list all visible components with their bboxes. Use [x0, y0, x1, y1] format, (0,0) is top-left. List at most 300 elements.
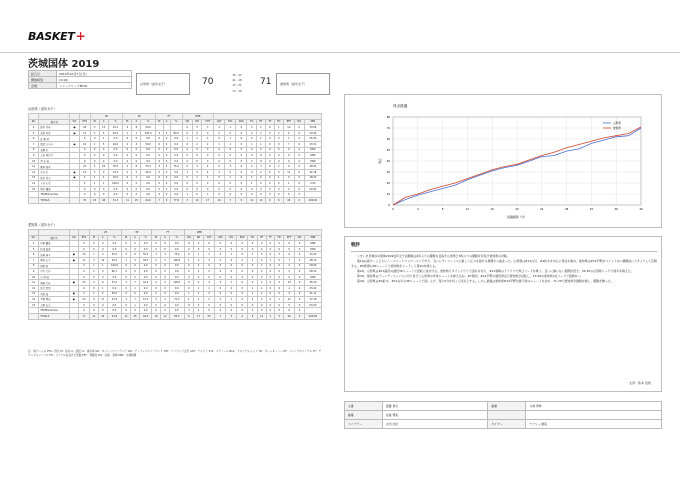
stat-cell: 1 — [225, 125, 236, 131]
stat-cell: 0 — [131, 263, 140, 269]
stat-cell: 0.0 — [170, 241, 185, 247]
stat-cell: 0 — [163, 141, 170, 147]
officials-row — [345, 420, 662, 429]
stat-cell: 0 — [202, 158, 214, 164]
stat-cell: 75.0 — [170, 297, 185, 303]
stat-cell: 9 — [163, 197, 170, 203]
stat-cell: 2 — [194, 269, 204, 275]
stat-cell: 0 — [266, 308, 275, 314]
stat-cell: DNP — [304, 153, 321, 159]
stat-cell: 0 — [256, 186, 265, 192]
box-header-cell: TF — [265, 119, 274, 125]
stat-cell: 2 — [194, 257, 204, 263]
stat-cell: 0 — [163, 175, 170, 181]
stat-cell: 40.0 — [108, 130, 123, 136]
box-header-group: 3P — [122, 230, 152, 236]
stat-cell: 17 — [194, 313, 204, 319]
x-tick-label: 32 — [589, 208, 594, 211]
stat-legend-notes: 注：両チームの PTS：得点 M：成功 A：試投 %：成功率 OR：オフェンスリバウンド DR：ディフェンスリバウンド TOT：リバウンド合計 AST：アシスト STL：スティール BLK：ブロックショット TO：ターンオーバー PF：パーソナルファウル TF：テクニカルファウル FD：ファウルを受けた回数 EFF：貢献度 DQ：失格・退場 MIN：出場時間 — [28, 350, 322, 357]
box-score-table — [28, 113, 322, 204]
stat-cell: 0 — [294, 175, 304, 181]
stat-cell: 0.0 — [139, 269, 151, 275]
stat-cell: 2 — [123, 141, 132, 147]
box-header-cell: DQ — [294, 119, 304, 125]
stat-cell: 0 — [265, 186, 274, 192]
quarter-score: 15 - 17 — [232, 74, 242, 77]
stat-cell: 5 — [99, 141, 108, 147]
stat-cell: 0 — [98, 308, 107, 314]
box-header-cell: 選手名 — [39, 235, 69, 241]
stat-cell: 11 — [29, 164, 39, 170]
x-tick-label: 8 — [441, 208, 444, 211]
stat-cell: 0.0 — [170, 175, 182, 181]
stat-cell: 0 — [226, 274, 237, 280]
stat-cell: 1 — [184, 257, 194, 263]
stat-cell: 11 — [29, 280, 39, 286]
quarter-score: 17 - 21 — [232, 84, 242, 88]
stat-cell: 0 — [123, 147, 132, 153]
player-name: 上野 杏奈 — [39, 302, 69, 308]
stat-cell: 0 — [284, 302, 295, 308]
stat-cell: 23.5 — [107, 297, 122, 303]
stat-cell: 0 — [122, 302, 131, 308]
stat-cell: 2 — [192, 141, 202, 147]
stat-cell: 1 — [194, 285, 204, 291]
stat-cell: 0 — [98, 246, 107, 252]
stat-cell: 3 — [257, 252, 266, 258]
stat-cell: 0 — [79, 147, 90, 153]
stat-cell: 03:20 — [304, 302, 321, 308]
stat-cell: 0 — [152, 263, 161, 269]
stat-cell: 0 — [132, 186, 141, 192]
box-header-cell: A — [98, 235, 107, 241]
stat-cell: 3 — [156, 164, 164, 170]
stat-cell: 2 — [202, 141, 214, 147]
stat-cell: 4 — [194, 297, 204, 303]
stat-cell: 0 — [265, 141, 274, 147]
player-name: 渡辺 ひろの — [39, 141, 70, 147]
stat-cell: 00:50 — [304, 263, 321, 269]
stat-cell: 0 — [266, 246, 275, 252]
chart-svg — [345, 95, 663, 229]
box-header-cell: M — [152, 235, 161, 241]
stat-cell: 44 — [98, 313, 107, 319]
stat-cell: 3 — [247, 125, 256, 131]
report-paragraph: 第4Q、山形県は#4鈴木、#12古川の3Pシュートで追い上げ、残り2分を切って同点とする。しかし最後は愛知県#14平野が値千金のシュートを沈め、71-70で愛知県が激戦を制し、優勝を飾った。 — [357, 278, 614, 283]
stat-cell: 0 — [122, 285, 131, 291]
stat-cell: 0 — [214, 164, 225, 170]
box-header-cell: BLK — [237, 235, 248, 241]
stat-cell: 0 — [284, 246, 295, 252]
stat-cell: 1 — [248, 257, 257, 263]
player-name: 藤田 瑞希 — [39, 164, 70, 170]
stat-cell: 4 — [78, 269, 89, 275]
stat-cell: 0 — [236, 130, 247, 136]
stat-cell: 0 — [226, 291, 237, 297]
stat-cell: 0 — [236, 192, 247, 198]
stat-cell: 0 — [182, 164, 192, 170]
stat-cell: 10 — [152, 313, 161, 319]
stat-cell: 75.0 — [170, 252, 185, 258]
stat-cell: 4 — [98, 252, 107, 258]
stat-cell: 15 — [90, 197, 99, 203]
stat-cell: 23 — [78, 297, 89, 303]
stat-cell: 2 — [123, 169, 132, 175]
stat-cell: 0 — [152, 241, 161, 247]
stat-cell: 6 — [98, 280, 107, 286]
stat-cell: 0 — [226, 246, 237, 252]
stat-cell: 0 — [78, 246, 89, 252]
player-name: 伊藤 和 — [39, 263, 69, 269]
y-axis-label: 得点 — [378, 158, 382, 164]
stat-cell: 2 — [79, 181, 90, 187]
stat-cell: 0 — [203, 274, 215, 280]
stat-cell: 0 — [265, 147, 274, 153]
stat-cell: 1 — [275, 297, 284, 303]
stat-cell: 17 — [202, 197, 214, 203]
player-name: TOTALS — [39, 313, 69, 319]
stat-cell: 0.0 — [108, 136, 123, 142]
stat-cell: 0 — [161, 269, 170, 275]
stat-cell: 5 — [29, 130, 39, 136]
stat-cell: 10 — [99, 164, 108, 170]
stat-cell: 0 — [247, 158, 256, 164]
stat-cell: 0.0 — [108, 147, 123, 153]
stat-cell: 71 — [78, 313, 89, 319]
stat-cell: 1 — [266, 257, 275, 263]
stat-cell: 1 — [226, 280, 237, 286]
stat-cell: 0 — [248, 241, 257, 247]
y-tick-label: 60 — [386, 138, 390, 141]
stat-cell: 0 — [163, 158, 170, 164]
home-team-name: 山形県（成年女子） — [136, 73, 190, 95]
stat-cell: 10 — [29, 158, 39, 164]
stat-cell: 0 — [79, 158, 90, 164]
stat-cell: 44.0 — [141, 197, 156, 203]
stat-cell: 8 — [132, 125, 141, 131]
player-name: 塩井 優香 — [39, 186, 70, 192]
stat-cell: 0 — [90, 186, 99, 192]
stat-cell: 0.0 — [107, 302, 122, 308]
stat-cell: 4 — [161, 252, 170, 258]
box-header-cell: TF — [266, 235, 275, 241]
box-header-cell: % — [170, 235, 185, 241]
stat-cell: 3 — [90, 125, 99, 131]
stat-cell: 11 — [247, 197, 256, 203]
stat-cell: 1 — [89, 252, 98, 258]
stat-cell: 1 — [131, 302, 140, 308]
stat-cell: 0.0 — [107, 308, 122, 314]
box-header-cell: % — [107, 235, 122, 241]
box-header-cell: GS — [69, 235, 78, 241]
stat-cell: 0 — [266, 263, 275, 269]
stat-cell: 31.8 — [107, 313, 122, 319]
officials-row — [345, 411, 662, 420]
stat-cell: 0 — [226, 308, 237, 314]
stat-cell: 0.0 — [141, 175, 156, 181]
stat-cell: 9 — [29, 269, 39, 275]
box-header-group: FT — [156, 114, 183, 120]
stat-cell: 0 — [122, 308, 131, 314]
x-tick-label: 28 — [564, 208, 569, 211]
stat-cell: 0 — [184, 252, 194, 258]
stat-cell: 1 — [274, 175, 283, 181]
stat-cell: 0 — [248, 269, 257, 275]
stat-cell: 0 — [156, 158, 164, 164]
x-tick-label: 16 — [490, 208, 494, 211]
stat-cell: 0.0 — [108, 153, 123, 159]
stat-cell: 0 — [265, 164, 274, 170]
stat-cell: 1 — [99, 181, 108, 187]
stat-cell: 0 — [247, 169, 256, 175]
stat-cell: 0 — [266, 302, 275, 308]
stat-cell: 3 — [202, 125, 214, 131]
y-tick-label: 10 — [386, 193, 390, 196]
stat-cell: 45 — [283, 197, 294, 203]
stat-cell: 1 — [248, 252, 257, 258]
official-name: 永田 友紀 — [383, 420, 488, 429]
stat-cell: 0 — [294, 158, 304, 164]
stat-cell: 12 — [29, 285, 39, 291]
stat-cell: 4 — [132, 141, 141, 147]
stat-cell: 0 — [266, 274, 275, 280]
stat-cell: 100.0 — [141, 130, 156, 136]
stat-cell: 0.0 — [139, 302, 151, 308]
stat-cell: 0.0 — [170, 136, 182, 142]
stat-cell: 0 — [194, 274, 204, 280]
stat-cell: 0 — [99, 153, 108, 159]
box-header-group: 2P — [89, 230, 121, 236]
box-header-cell: PTS — [79, 119, 90, 125]
player-name: TOTALS — [39, 197, 70, 203]
stat-cell: 0 — [98, 241, 107, 247]
box-header-cell: BLK — [236, 119, 247, 125]
stat-cell: 3 — [122, 280, 131, 286]
stat-cell: 0 — [214, 175, 225, 181]
report-paragraph: 第2Q、山形県は#11藤田の連続3Pシュートで逆転に成功する。愛知県もタイムアウトで流れを切り、#11須崎のドライブで再びリードを奪う。互いに譲らない展開が続き、36-35の山形県リードで前半を終えた。 — [357, 268, 634, 273]
stat-cell — [29, 197, 39, 203]
stat-cell: 30.0 — [107, 257, 122, 263]
stat-cell: 0 — [163, 181, 170, 187]
stat-cell: 1 — [99, 136, 108, 142]
stat-cell: 24:26 — [304, 130, 321, 136]
stat-cell: 0 — [274, 186, 283, 192]
stat-cell: 0 — [256, 181, 265, 187]
stat-cell: 2 — [247, 164, 256, 170]
stat-cell: 0 — [274, 141, 283, 147]
stat-cell: 2 — [161, 257, 170, 263]
stat-cell: 0 — [226, 269, 237, 275]
stat-cell: 1 — [192, 136, 202, 142]
stat-cell: 0 — [248, 263, 257, 269]
stat-cell: 200:00 — [304, 197, 321, 203]
stat-cell: 0 — [123, 181, 132, 187]
stat-cell: 0 — [265, 130, 274, 136]
stat-cell: 0 — [131, 308, 140, 314]
stat-cell: 0 — [215, 274, 226, 280]
stat-cell: 0 — [294, 136, 304, 142]
stat-cell: 0 — [156, 141, 164, 147]
stat-cell: 1 — [192, 175, 202, 181]
stat-cell: 0 — [266, 297, 275, 303]
stat-cell: 2 — [203, 269, 215, 275]
stat-cell: 1 — [226, 297, 237, 303]
box-header-cell: M — [90, 119, 99, 125]
stat-cell: ● — [69, 252, 78, 258]
stat-cell: 0 — [163, 186, 170, 192]
stat-cell: 200:00 — [304, 313, 321, 319]
stat-cell: 0 — [226, 285, 237, 291]
box-header-cell: GS — [70, 119, 80, 125]
stat-cell: 1 — [131, 285, 140, 291]
stat-cell: 0 — [283, 175, 294, 181]
stat-cell: 0 — [274, 169, 283, 175]
stat-cell: 5 — [203, 297, 215, 303]
stat-cell: 0 — [275, 302, 284, 308]
stat-cell: 0 — [89, 285, 98, 291]
stat-cell: 0.0 — [107, 274, 122, 280]
stat-cell: 0 — [184, 285, 194, 291]
stat-cell: 100.0 — [108, 181, 123, 187]
stat-cell: 12 — [29, 169, 39, 175]
stat-cell: 0.0 — [170, 302, 185, 308]
stat-cell: 0 — [295, 308, 305, 314]
stat-cell: 0 — [248, 246, 257, 252]
box-header-cell: MIN — [304, 119, 321, 125]
stat-cell: 33:56 — [304, 125, 321, 131]
stat-cell: 10 — [29, 274, 39, 280]
stat-cell: 0 — [194, 241, 204, 247]
stat-cell: 0 — [182, 158, 192, 164]
box-header-cell: STL — [225, 119, 236, 125]
stat-cell: 77.8 — [170, 197, 182, 203]
stat-cell: 0 — [237, 308, 248, 314]
stat-cell: 0 — [247, 192, 256, 198]
stat-cell: 0 — [123, 153, 132, 159]
box-header-cell: STL — [226, 235, 237, 241]
stat-cell: 0 — [294, 181, 304, 187]
stat-cell: 0 — [237, 285, 248, 291]
stat-cell: 11 — [122, 313, 131, 319]
stat-cell: 49 — [284, 313, 295, 319]
stat-cell: ● — [69, 297, 78, 303]
stat-cell: 0.0 — [139, 246, 151, 252]
stat-cell: 0.0 — [141, 186, 156, 192]
box-header-cell: PF — [256, 119, 265, 125]
box-header-cell: TO — [247, 119, 256, 125]
stat-cell: 9 — [99, 169, 108, 175]
game-report-panel — [344, 236, 662, 392]
box-header-cell: % — [170, 119, 182, 125]
stat-cell: 6 — [274, 197, 283, 203]
stat-cell: 0 — [132, 147, 141, 153]
stat-cell: 13 — [29, 175, 39, 181]
stat-cell: 6 — [29, 136, 39, 142]
stat-cell: DNP — [304, 274, 321, 280]
stat-cell: 10 — [214, 197, 225, 203]
stat-cell: 0 — [274, 147, 283, 153]
stat-cell: 1 — [132, 175, 141, 181]
stat-cell: 8 — [248, 313, 257, 319]
stat-cell: 2 — [78, 263, 89, 269]
stat-cell: 0 — [161, 241, 170, 247]
stat-cell: 2 — [78, 291, 89, 297]
stat-cell: 66.7 — [107, 269, 122, 275]
stat-cell: 0 — [89, 274, 98, 280]
stat-cell: 0 — [266, 291, 275, 297]
stat-cell: 0 — [182, 186, 192, 192]
stat-cell: 44.0 — [139, 313, 151, 319]
box-header-cell: TOT — [203, 235, 215, 241]
stat-cell: 42.9 — [139, 280, 151, 286]
stat-cell: 36:29 — [304, 280, 321, 286]
stat-cell: 12 — [79, 169, 90, 175]
quarter-scores — [227, 73, 247, 94]
stat-cell: 2 — [214, 130, 225, 136]
stat-cell: 7 — [215, 313, 226, 319]
stat-cell: 15 — [29, 302, 39, 308]
stat-cell: 40.0 — [141, 169, 156, 175]
stat-cell: ● — [69, 257, 78, 263]
stat-cell: 7 — [131, 297, 140, 303]
stat-cell: 4 — [203, 280, 215, 286]
x-tick-label: 20 — [515, 208, 519, 211]
stat-cell: 25 — [131, 313, 140, 319]
stat-cell: 0.0 — [170, 263, 185, 269]
box-header-cell: % — [108, 119, 123, 125]
stat-cell: 0 — [266, 269, 275, 275]
stat-cell: 2 — [203, 291, 215, 297]
stat-cell: 0 — [156, 175, 164, 181]
stat-cell: 0 — [283, 158, 294, 164]
legend-label: 山形県 — [613, 122, 621, 125]
stat-cell: 0 — [236, 169, 247, 175]
stat-cell: 0 — [202, 153, 214, 159]
stat-cell: 0 — [236, 147, 247, 153]
stat-cell: 0 — [247, 147, 256, 153]
stat-cell: 2 — [89, 269, 98, 275]
stat-cell: 2 — [202, 136, 214, 142]
x-axis-label: 経過時間（分） — [507, 215, 527, 219]
stat-cell: 0 — [152, 269, 161, 275]
stat-cell: 0 — [156, 186, 164, 192]
stat-cell: 7 — [29, 257, 39, 263]
stat-cell: 6 — [283, 130, 294, 136]
home-score: 70 — [202, 77, 214, 87]
stat-cell — [69, 313, 78, 319]
stat-cell: ● — [70, 169, 80, 175]
stat-cell: 0.0 — [170, 153, 182, 159]
stat-cell: 0 — [225, 130, 236, 136]
stat-cell: 3 — [184, 308, 194, 314]
stat-cell: 0 — [122, 241, 131, 247]
stat-cell: 3 — [152, 297, 161, 303]
stat-cell: 2 — [247, 175, 256, 181]
box-header-cell: % — [139, 235, 151, 241]
stat-cell: 4 — [29, 125, 39, 131]
official-name: 渡邊 真志 — [383, 402, 488, 411]
player-name: 馬場 典子 — [39, 252, 69, 258]
player-name: 上松 亜沙美 — [39, 153, 70, 159]
stat-cell: 70 — [79, 197, 90, 203]
stat-cell: 8 — [29, 263, 39, 269]
stat-cell: 0 — [215, 246, 226, 252]
stat-cell: 0 — [202, 181, 214, 187]
away-team-name: 愛知県（成年女子） — [276, 73, 330, 95]
stat-cell: 0 — [152, 308, 161, 314]
stat-cell: 13 — [29, 291, 39, 297]
stat-cell: 0 — [284, 241, 295, 247]
